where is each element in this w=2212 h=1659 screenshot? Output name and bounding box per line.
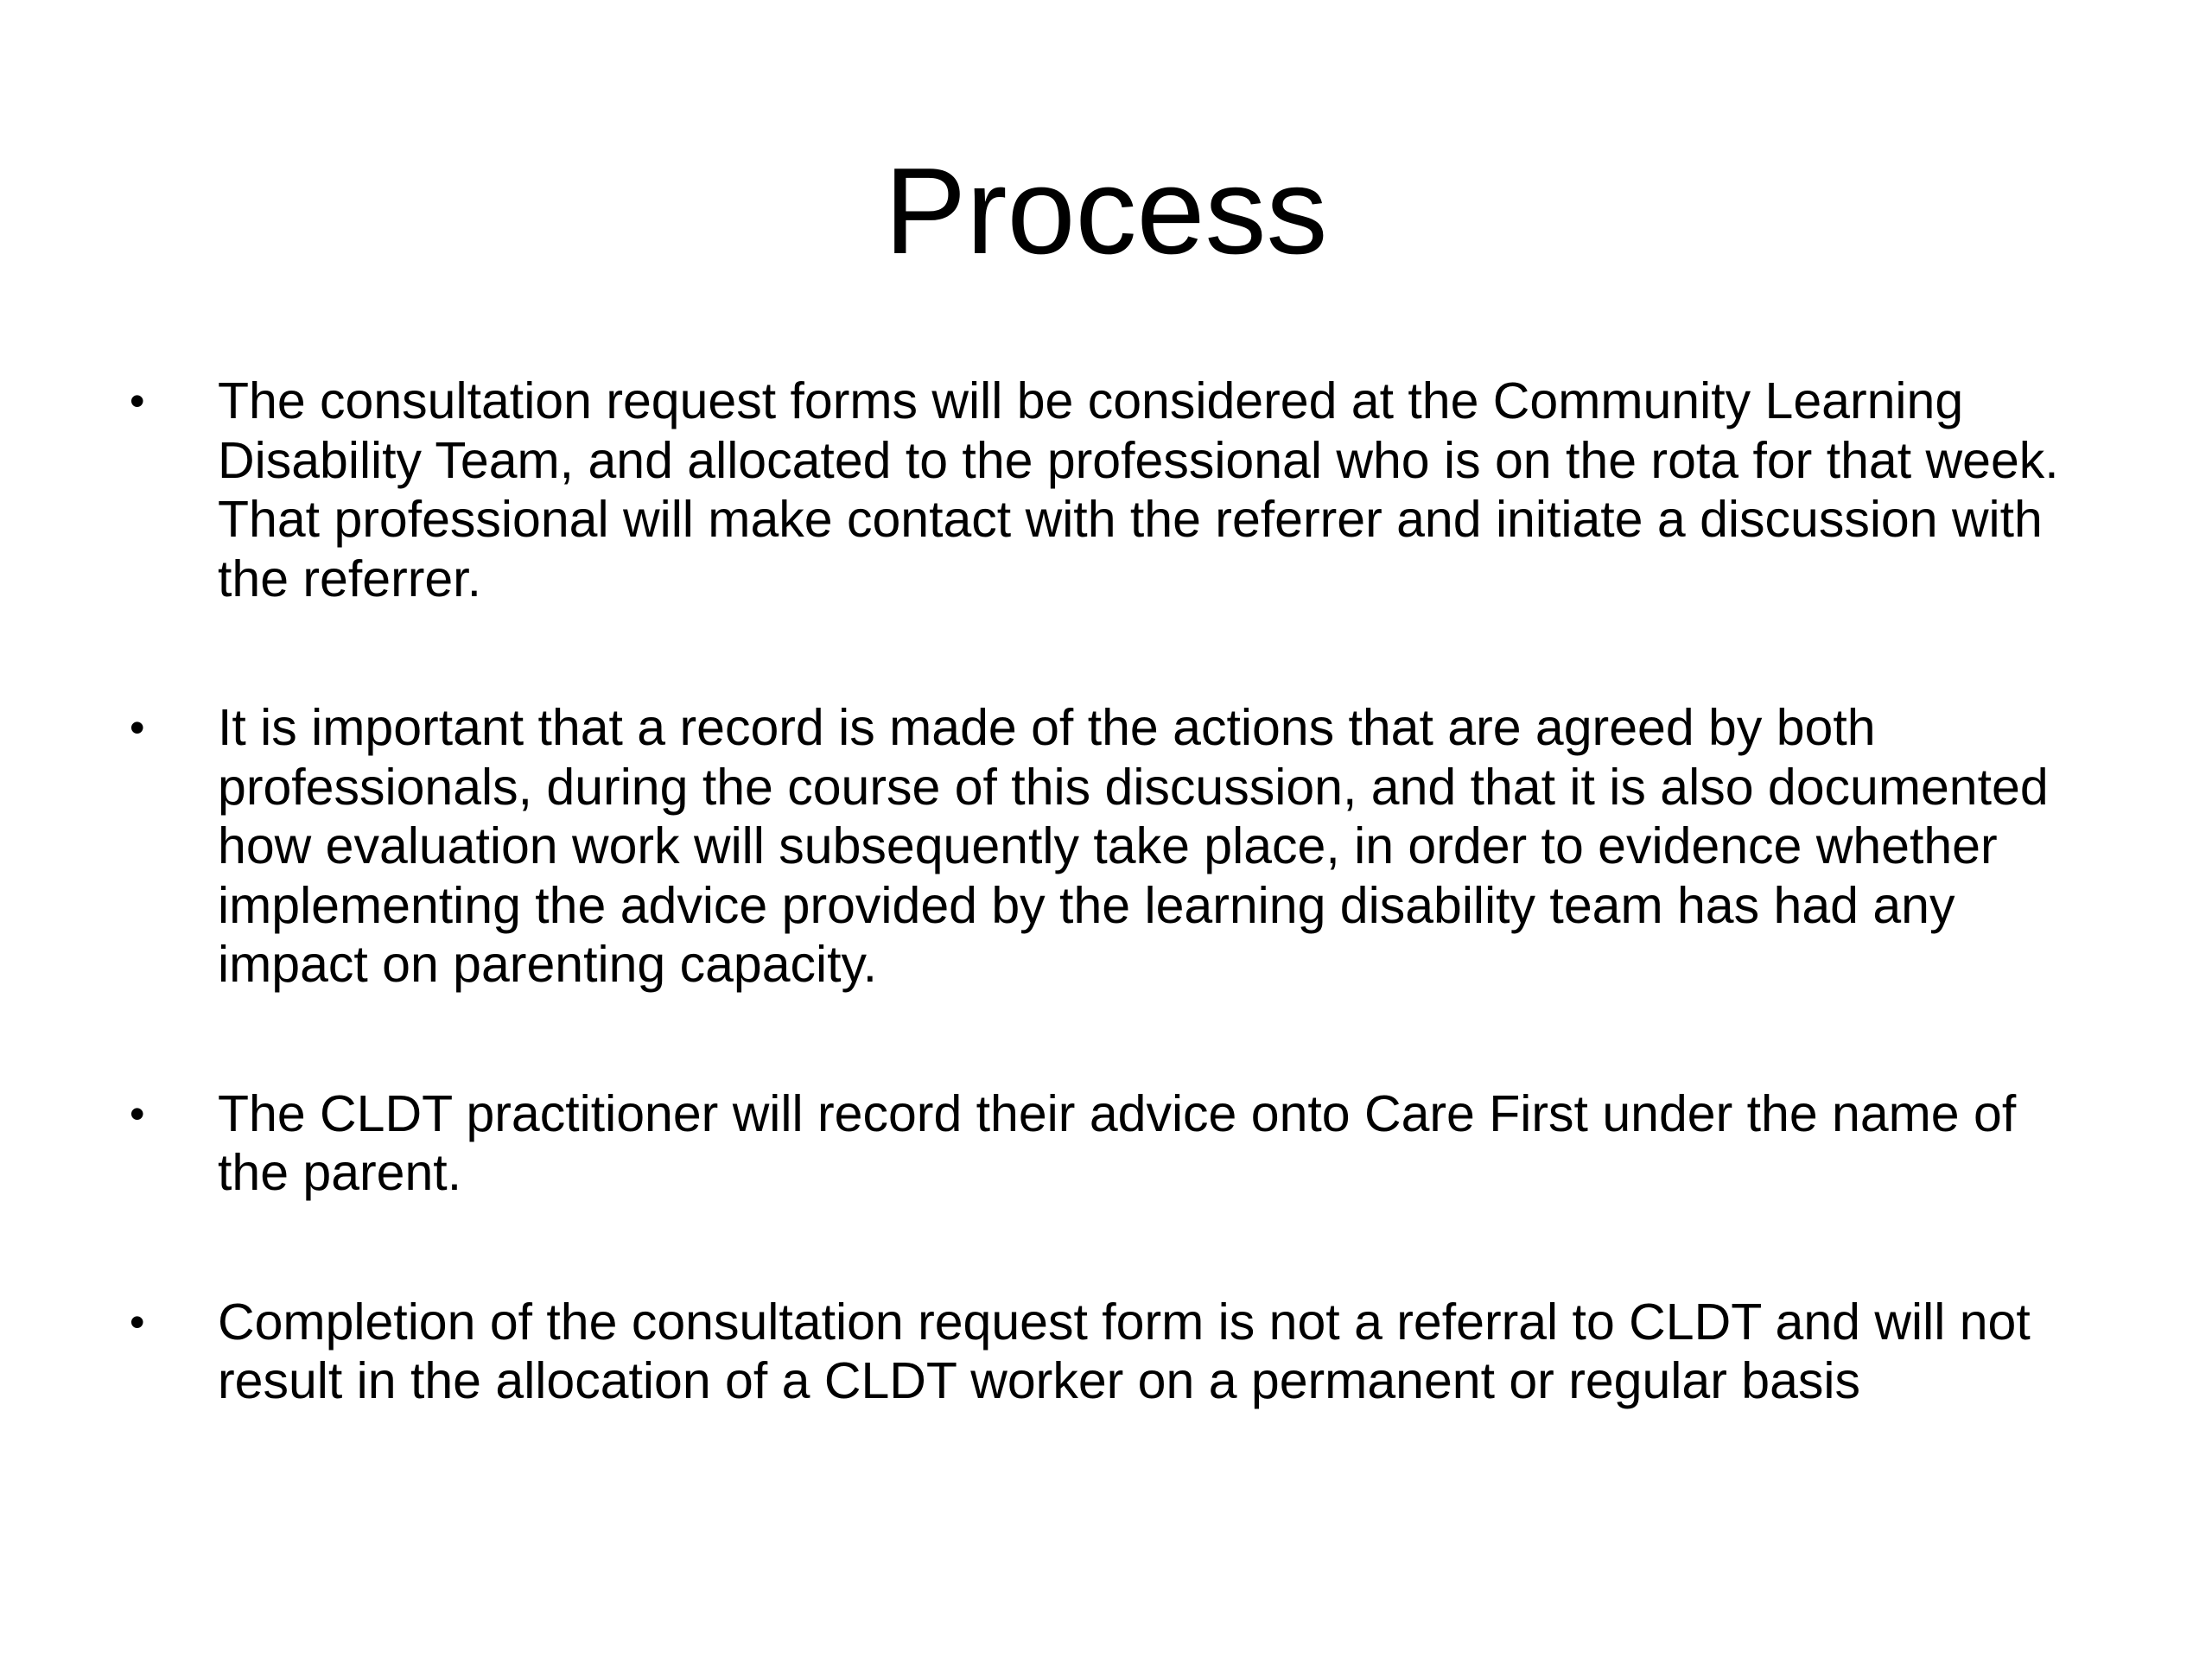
bullet-item-not-referral xyxy=(130,1293,2100,1411)
slide-title: Process xyxy=(884,143,1328,280)
bullet-item-record-actions xyxy=(130,698,2100,995)
bullet-text: Completion of the consultation request form is not a referral to CLDT and will not result in the allocation of a CLDT worker on a permanent or regular basis xyxy=(218,1293,2031,1409)
bullet-item-consultation-forms xyxy=(130,372,2100,608)
bullet-dot-icon: • xyxy=(130,377,145,425)
bullet-dot-icon: • xyxy=(130,1089,145,1138)
bullet-text: The consultation request forms will be considered at the Community Learning Disability Team, and allocated to the professional who is on the rota for that week. That professional will make contact with the referrer and initiate a discussion with the referrer. xyxy=(218,372,2059,607)
bullet-text: It is important that a record is made of the actions that are agreed by both professionals, during the course of this discussion, and that it is also documented how evaluation work will subsequently take place, in order to evidence whether implementing the advice provided by the learning disability team has had any impact on parenting capacity. xyxy=(218,699,2049,993)
bullet-dot-icon: • xyxy=(130,1297,145,1346)
bullet-text: The CLDT practitioner will record their advice onto Care First under the name of the parent. xyxy=(218,1084,2017,1201)
bullet-list xyxy=(130,372,2100,1411)
bullet-item-cldt-advice xyxy=(130,1084,2100,1203)
bullet-dot-icon: • xyxy=(130,703,145,752)
